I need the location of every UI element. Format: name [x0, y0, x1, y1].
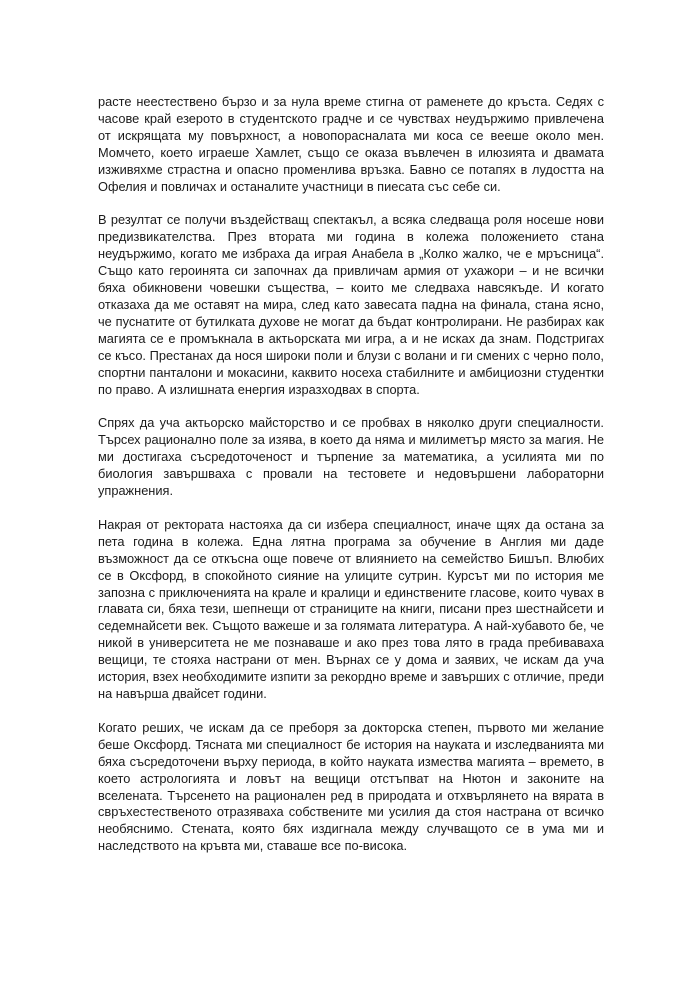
- paragraph-3: Спрях да уча актьорско майсторство и се пробвах в няколко други специалности. Търсех рационално поле за изява, в което да няма и милиметър място за магия. Не ми достигаха съсредоточеност и търпение за математика, а усилията ми по биология завършваха с провали на тестовете и недовършени лабораторни упражнения.: [98, 415, 604, 499]
- paragraph-1: расте неестествено бързо и за нула време стигна от раменете до кръста. Седях с часове край езерото в студентското градче и се чувствах неудържимо привлечена от искрящата му повърхност, а новопорасналата ми коса се вееше около мен. Момчето, което играеше Хамлет, също се оказа въвлечен в илюзията и двамата изживяхме страстна и опасно променлива връзка. Бавно се потапях в лудостта на Офелия и повличах и останалите участници в пиесата със себе си.: [98, 94, 604, 194]
- paragraph-2: В резултат се получи въздействащ спектакъл, а всяка следваща роля носеше нови предизвикателства. През втората ми година в колежа положението стана неудържимо, когато ме избраха да играя Анабела в „Колко жалко, че е мръсница“. Също като героинята си започнах да привличам армия от ухажори – и не всички бяха обикновени човешки същества, – които ме следваха навсякъде. И когато отказаха да ме оставят на мира, след като завесата падна на финала, стана ясно, че пуснатите от бутилката духове не могат да бъдат контролирани. Не разбирах как магията се е промъкнала в актьорската ми игра, а и не исках да знам. Подстригах се късо. Престанах да нося широки поли и блузи с волани и ги смених с черно поло, спортни панталони и мокасини, каквито носеха стабилните и амбициозни студентки по право. А излишната енергия изразходвах в спорта.: [98, 212, 604, 397]
- paragraph-5: Когато реших, че искам да се преборя за докторска степен, първото ми желание беше Оксфорд. Тясната ми специалност бе история на науката и изследванията ми бяха съсредоточени върху периода, в който науката измества магията – времето, в което астрологията и ловът на вещици отстъпват на Нютон и законите на вселената. Търсенето на рационален ред в природата и отхвърлянето на вярата в свръхестественото отразяваха собствените ми усилия да стоя настрана от всичко необяснимо. Стената, която бях издигнала между случващото се в ума ми и наследството на кръвта ми, ставаше все по-висока.: [98, 719, 604, 854]
- body-text: [98, 94, 604, 855]
- paragraph-4: Накрая от ректората настояха да си избера специалност, иначе щях да остана за пета година в колежа. Една лятна програма за обучение в Англия ми даде възможност да се откъсна още повече от влиянието на семейство Бишъп. Влюбих се в Оксфорд, в спокойното сияние на улиците сутрин. Курсът ми по история ме запозна с приключенията на крале и кралици и единствените гласове, които чувах в главата си, бяха тези, шепнещи от страниците на книги, писани през шестнайсети и седемнайсети век. Същото важеше и за голямата литература. А най-хубавото бе, че никой в университета не ме познаваше и ако през това лято в града пребиваваха вещици, те стояха настрани от мен. Върнах се у дома и заявих, че искам да уча история, взех необходимите изпити за рекордно време и завърших с отличие, преди на навърша двайсет години.: [98, 516, 604, 701]
